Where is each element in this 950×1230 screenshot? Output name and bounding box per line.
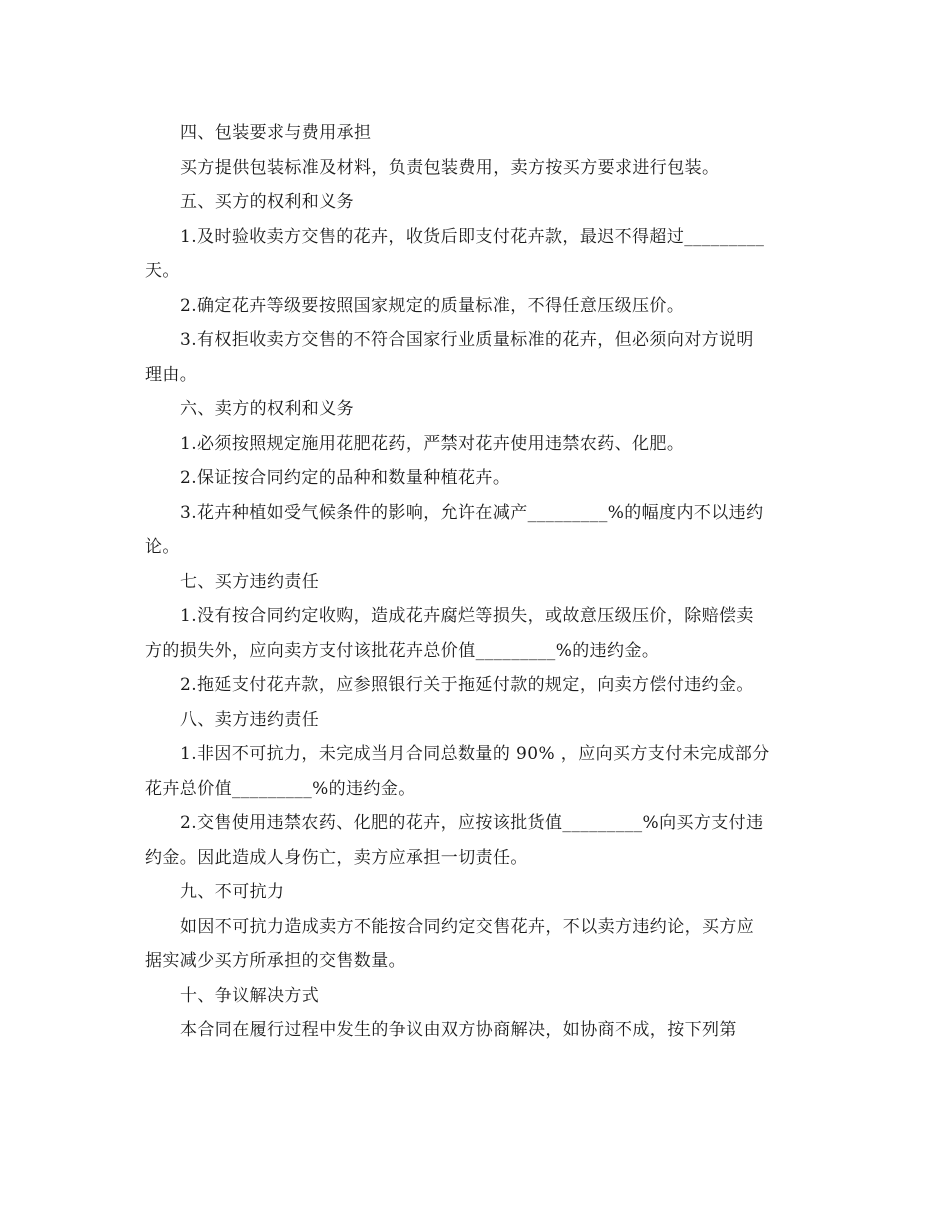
paragraph-line: 2.保证按合同约定的品种和数量种植花卉。 <box>180 468 511 488</box>
paragraph-line: 买方提供包装标准及材料，负责包装费用，卖方按买方要求进行包装。 <box>180 157 720 178</box>
paragraph-line: 1.及时验收卖方交售的花卉，收货后即支付花卉款，最迟不得超过_________ <box>180 226 765 247</box>
section-heading-packaging: 四、包装要求与费用承担 <box>180 123 372 143</box>
section-heading-dispute-resolution: 十、争议解决方式 <box>180 985 320 1006</box>
paragraph-line: 1.必须按照规定施用花肥花药，严禁对花卉使用违禁农药、化肥。 <box>180 433 685 454</box>
paragraph-line: 1.非因不可抗力，未完成当月合同总数量的 90% ，应向买方支付未完成部分 <box>180 744 770 764</box>
document-body <box>145 116 807 1048</box>
paragraph-line: 约金。因此造成人身伤亡，卖方应承担一切责任。 <box>145 847 528 868</box>
paragraph-line: 理由。 <box>145 364 198 385</box>
section-heading-seller-rights: 六、卖方的权利和义务 <box>180 399 354 419</box>
paragraph-line: 3.有权拒收卖方交售的不符合国家行业质量标准的花卉，但必须向对方说明 <box>180 330 754 350</box>
paragraph-line: 据实减少买方所承担的交售数量。 <box>145 951 406 971</box>
paragraph-line: 2.拖延支付花卉款，应参照银行关于拖延付款的规定，向卖方偿付违约金。 <box>180 675 754 695</box>
paragraph-line: 天。 <box>145 261 180 281</box>
paragraph-line: 论。 <box>145 537 180 557</box>
paragraph-line: 本合同在履行过程中发生的争议由双方协商解决，如协商不成，按下列第 <box>180 1020 737 1040</box>
paragraph-line: 如因不可抗力造成卖方不能按合同约定交售花卉，不以卖方违约论，买方应 <box>180 916 755 937</box>
paragraph-line: 方的损失外，应向卖方支付该批花卉总价值_________%的违约金。 <box>145 640 660 661</box>
section-heading-buyer-breach: 七、买方违约责任 <box>180 571 320 592</box>
paragraph-line: 花卉总价值_________%的违约金。 <box>145 778 416 799</box>
section-heading-force-majeure: 九、不可抗力 <box>180 882 285 902</box>
paragraph-line: 1.没有按合同约定收购，造成花卉腐烂等损失，或故意压级压价，除赔偿卖 <box>180 606 754 626</box>
section-heading-seller-breach: 八、卖方违约责任 <box>180 709 320 730</box>
section-heading-buyer-rights: 五、买方的权利和义务 <box>180 192 354 212</box>
paragraph-line: 2.交售使用违禁农药、化肥的花卉，应按该批货值_________%向买方支付违 <box>180 813 764 833</box>
paragraph-line: 2.确定花卉等级要按照国家规定的质量标准，不得任意压级压价。 <box>180 295 685 316</box>
paragraph-line: 3.花卉种植如受气候条件的影响，允许在减产_________%的幅度内不以违约 <box>180 502 764 523</box>
